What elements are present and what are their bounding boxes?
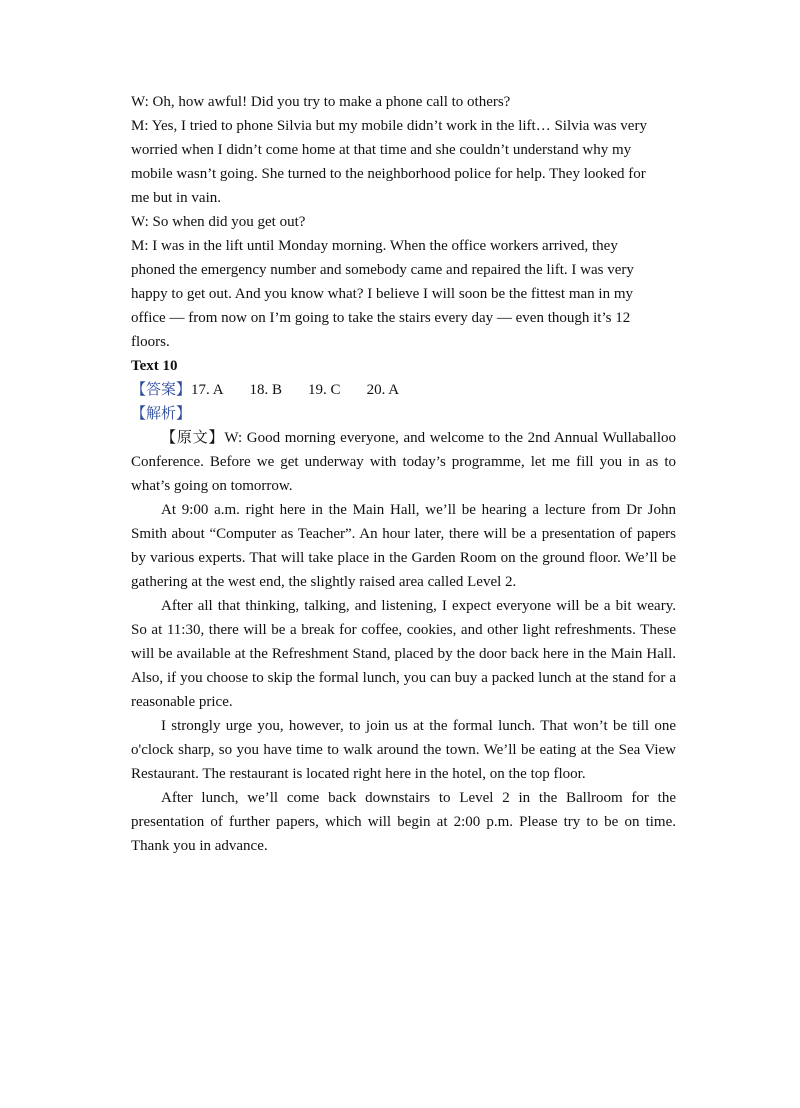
transcript-paragraph: After lunch, we’ll come back downstairs to Level 2 in the Ballroom for the presentation of further papers, which will begin at 2:00 p.m. Please try to be on time. Thank you in advance. (131, 790, 676, 854)
analysis-label-row (131, 402, 676, 426)
answer-item: 17. A (191, 382, 224, 398)
dialogue-line: M: I was in the lift until Monday morning. When the office workers arrived, they (131, 238, 618, 254)
dialogue-line: worried when I didn’t come home at that time and she couldn’t understand why my (131, 142, 632, 158)
answer-label: 【答案】 (131, 382, 192, 398)
transcript-paragraph: After all that thinking, talking, and listening, I expect everyone will be a bit weary. So at 11:30, there will be a break for coffee, cookies, and other light refreshments. These will be available at the Refreshment Stand, placed by the door back here in the Main Hall. Also, if you choose to skip the formal lunch, you can buy a packed lunch at the stand for a reasonable price. (131, 598, 676, 710)
dialogue-line: floors. (131, 334, 170, 350)
original-label: 【原文】 (161, 430, 225, 446)
answer-item: 19. C (308, 382, 341, 398)
dialogue-line: office — from now on I’m going to take the stairs every day — even though it’s 12 (131, 310, 631, 326)
transcript-paragraph (131, 426, 676, 498)
section-title: Text 10 (131, 358, 178, 374)
transcript-paragraph: At 9:00 a.m. right here in the Main Hall, we’ll be hearing a lecture from Dr John Smith about “Computer as Teacher”. An hour later, there will be a presentation of papers by various experts. That will take place in the Garden Room on the ground floor. We’ll be gathering at the west end, the slightly raised area called Level 2. (131, 502, 676, 590)
dialogue-line: M: Yes, I tried to phone Silvia but my mobile didn’t work in the lift… Silvia was very (131, 118, 647, 134)
dialogue-line: mobile wasn’t going. She turned to the neighborhood police for help. They looked for (131, 166, 646, 182)
paragraph-text: W: Good morning everyone, and welcome to the 2nd Annual Wullaballoo Conference. Before we get underway with today’s programme, let me fill you in as to what’s going on tomorrow. (131, 430, 676, 494)
dialogue-line: happy to get out. And you know what? I believe I will soon be the fittest man in my (131, 286, 633, 302)
document-page (131, 90, 676, 858)
dialogue-line: W: So when did you get out? (131, 214, 306, 230)
analysis-label: 【解析】 (131, 406, 192, 422)
dialogue-line: W: Oh, how awful! Did you try to make a phone call to others? (131, 94, 511, 110)
dialogue-line: me but in vain. (131, 190, 221, 206)
answer-item: 18. B (249, 382, 283, 398)
answer-row (131, 378, 676, 402)
transcript-paragraph: I strongly urge you, however, to join us at the formal lunch. That won’t be till one o'clock sharp, so you have time to walk around the town. We’ll be eating at the Sea View Restaurant. The restaurant is located right here in the hotel, on the top floor. (131, 718, 676, 782)
dialogue-line: phoned the emergency number and somebody came and repaired the lift. I was very (131, 262, 634, 278)
answer-item: 20. A (366, 382, 400, 398)
